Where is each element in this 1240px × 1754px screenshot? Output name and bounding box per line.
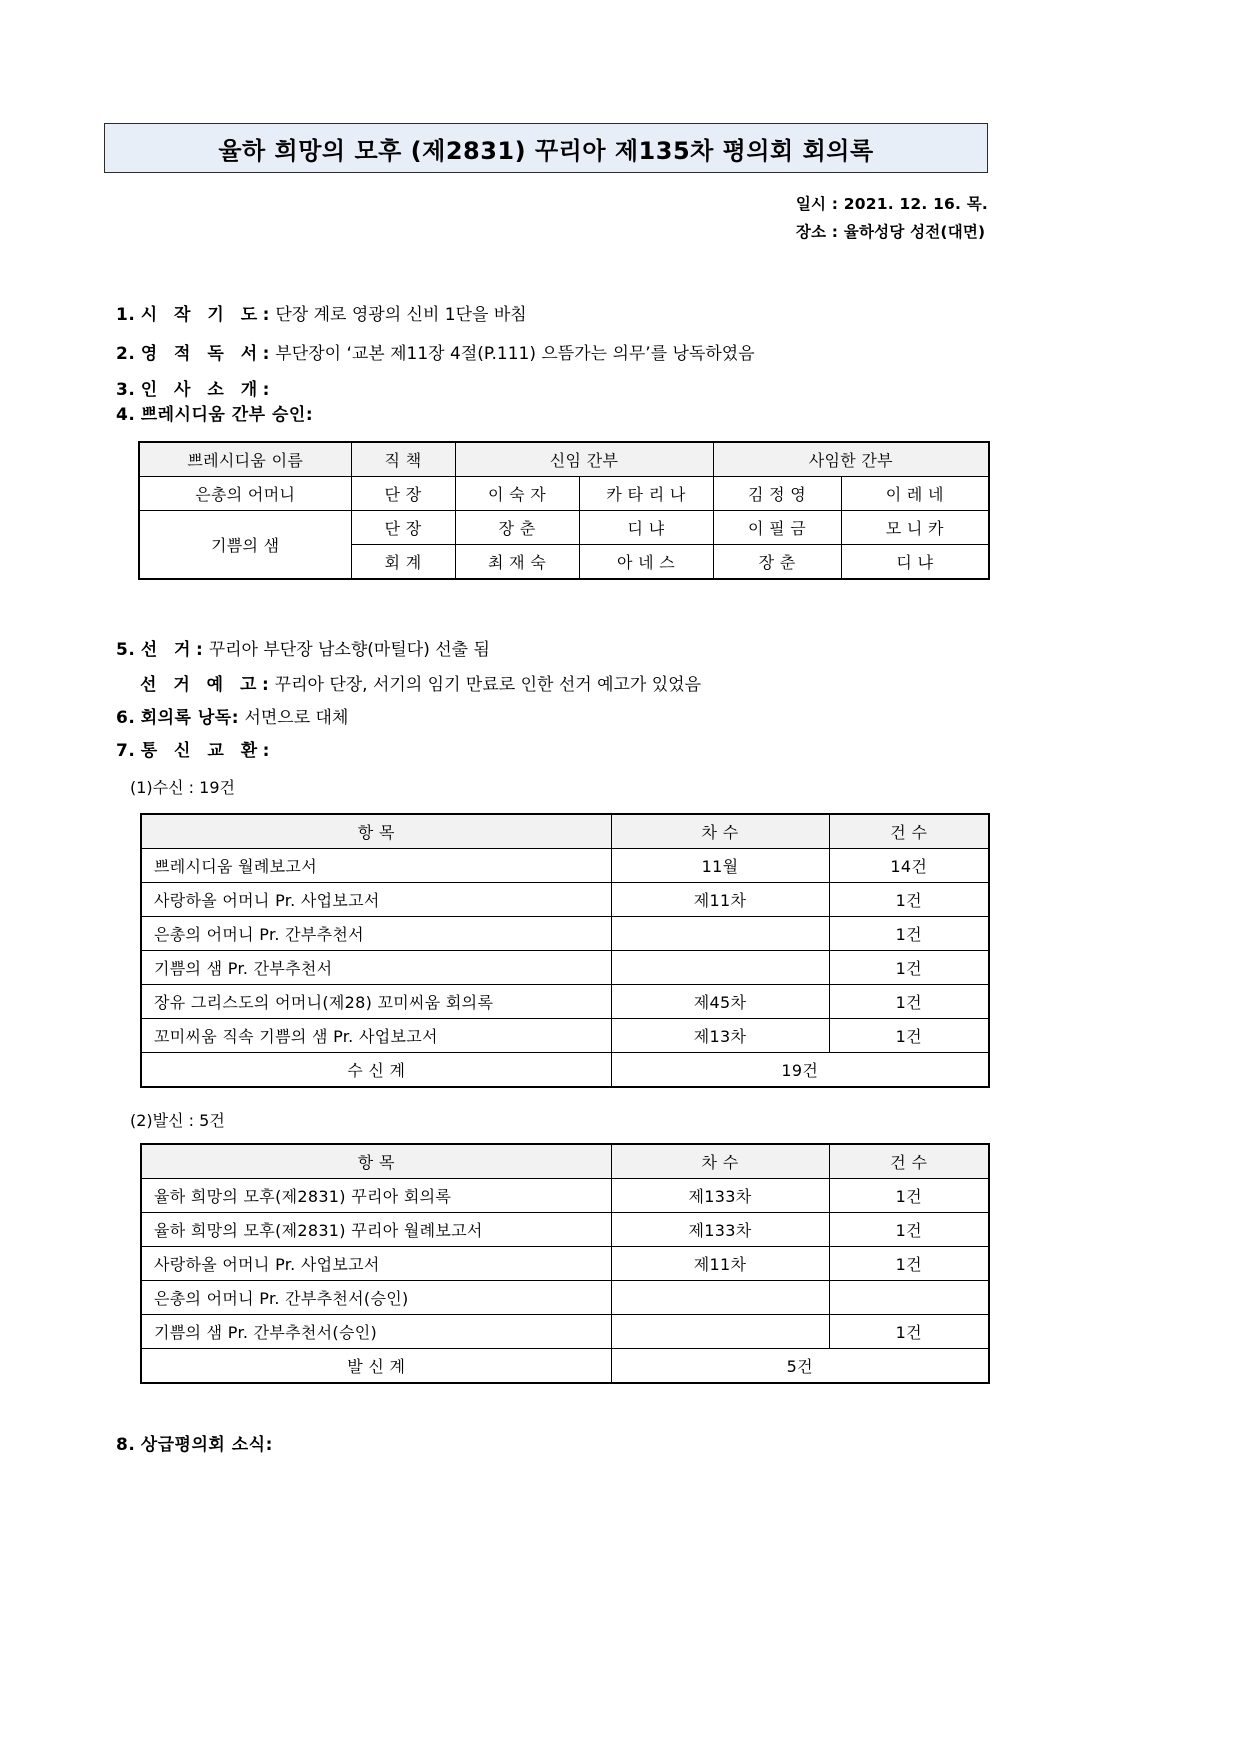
section-8-sep: :	[265, 1435, 273, 1455]
officers-table-header-row	[139, 442, 989, 477]
section-4-label: 쁘레시디움 간부 승인	[140, 405, 306, 425]
document-title-banner	[104, 123, 988, 173]
section-6-number: 6.	[116, 708, 136, 728]
received-col-number: 차 수	[611, 814, 829, 849]
sent-item: 은총의 어머니 Pr. 간부추천서(승인)	[141, 1281, 611, 1315]
section-2-sep: :	[262, 344, 270, 364]
sent-number: 제11차	[611, 1247, 829, 1281]
section-3-introductions	[116, 375, 270, 400]
sent-correspondence-table	[140, 1143, 990, 1384]
table-row	[141, 985, 989, 1019]
sent-count	[829, 1281, 989, 1315]
sent-correspondence-label: (2)발신 : 5건	[130, 1111, 225, 1130]
section-2-spiritual-reading	[116, 339, 755, 364]
officer-new-baptismal: 아 네 스	[579, 545, 713, 580]
section-7-number: 7.	[116, 741, 136, 761]
officers-col-resigned-officer: 사임한 간부	[713, 442, 989, 477]
received-number: 제11차	[611, 883, 829, 917]
sent-col-count: 건 수	[829, 1144, 989, 1179]
received-col-item: 항 목	[141, 814, 611, 849]
document-meta	[796, 190, 988, 246]
section-8-higher-council-news	[116, 1430, 273, 1455]
sent-count: 1건	[829, 1247, 989, 1281]
sent-number: 제133차	[611, 1213, 829, 1247]
table-row	[141, 951, 989, 985]
section-7-sep: :	[262, 741, 270, 761]
received-number	[611, 917, 829, 951]
section-4-number: 4.	[116, 405, 136, 425]
table-row	[141, 1213, 989, 1247]
officer-resign-name: 장 춘	[713, 545, 841, 580]
section-1-number: 1.	[116, 305, 136, 325]
page-title: 율하 희망의 모후 (제2831) 꾸리아 제135차 평의회 회의록	[218, 136, 874, 165]
received-item: 사랑하올 어머니 Pr. 사업보고서	[141, 883, 611, 917]
sent-number	[611, 1315, 829, 1349]
table-row	[141, 917, 989, 951]
received-number: 제45차	[611, 985, 829, 1019]
section-3-label: 인 사 소 개	[140, 380, 263, 400]
section-5-election	[116, 635, 490, 660]
meeting-place: 장소 : 율하성당 성전(대면)	[795, 223, 986, 241]
sent-count: 1건	[829, 1213, 989, 1247]
received-count: 1건	[829, 1019, 989, 1053]
section-2-value: 부단장이 ‘교본 제11장 4절(P.111) 으뜸가는 의무’를 낭독하였음	[275, 344, 755, 364]
officers-table	[138, 441, 990, 580]
table-row	[139, 477, 989, 511]
received-item: 기쁨의 샘 Pr. 간부추천서	[141, 951, 611, 985]
officers-col-new-officer: 신임 간부	[455, 442, 713, 477]
section-8-number: 8.	[116, 1435, 136, 1455]
officer-resign-name: 김 정 영	[713, 477, 841, 511]
sent-item: 율하 희망의 모후(제2831) 꾸리아 회의록	[141, 1179, 611, 1213]
sent-total-value: 5건	[611, 1349, 989, 1384]
table-row	[139, 511, 989, 545]
received-total-row	[141, 1053, 989, 1088]
section-6-value: 서면으로 대체	[244, 708, 349, 728]
section-5-label: 선 거	[140, 640, 196, 660]
received-count: 1건	[829, 917, 989, 951]
table-row	[141, 883, 989, 917]
received-total-value: 19건	[611, 1053, 989, 1088]
table-row	[141, 1315, 989, 1349]
section-6-sep: :	[231, 708, 240, 728]
received-number: 제13차	[611, 1019, 829, 1053]
received-count: 1건	[829, 985, 989, 1019]
officer-presidium: 은총의 어머니	[139, 477, 351, 511]
received-count: 14건	[829, 849, 989, 883]
section-2-number: 2.	[116, 344, 136, 364]
section-3-sep: :	[262, 380, 270, 400]
received-item: 은총의 어머니 Pr. 간부추천서	[141, 917, 611, 951]
sent-item: 사랑하올 어머니 Pr. 사업보고서	[141, 1247, 611, 1281]
sent-number	[611, 1281, 829, 1315]
received-number: 11월	[611, 849, 829, 883]
section-1-sep: :	[262, 305, 270, 325]
section-1-label: 시 작 기 도	[140, 305, 263, 325]
sent-number: 제133차	[611, 1179, 829, 1213]
section-5b-sep: :	[261, 675, 270, 695]
received-total-label: 수 신 계	[141, 1053, 611, 1088]
received-number	[611, 951, 829, 985]
section-5-election-notice	[140, 670, 701, 695]
section-1-opening-prayer	[116, 300, 527, 325]
officer-resign-baptismal: 디 냐	[841, 545, 989, 580]
section-3-number: 3.	[116, 380, 136, 400]
table-row	[141, 1247, 989, 1281]
sent-count: 1건	[829, 1179, 989, 1213]
sent-col-number: 차 수	[611, 1144, 829, 1179]
sent-item: 기쁨의 샘 Pr. 간부추천서(승인)	[141, 1315, 611, 1349]
section-5b-value: 꾸리아 단장, 서기의 임기 만료로 인한 선거 예고가 있었음	[274, 675, 702, 695]
officer-new-name: 최 재 숙	[455, 545, 579, 580]
officer-resign-baptismal: 모 니 카	[841, 511, 989, 545]
section-6-minutes-reading	[116, 703, 348, 728]
officers-col-presidium: 쁘레시디움 이름	[139, 442, 351, 477]
section-8-label: 상급평의회 소식	[140, 1435, 266, 1455]
received-count: 1건	[829, 951, 989, 985]
officer-new-name: 장 춘	[455, 511, 579, 545]
section-6-label: 회의록 낭독	[140, 708, 232, 728]
section-7-label: 통 신 교 환	[140, 741, 263, 761]
table-row	[141, 1179, 989, 1213]
section-1-value: 단장 계로 영광의 신비 1단을 바침	[275, 305, 527, 325]
section-7-correspondence	[116, 736, 270, 761]
officer-new-name: 이 숙 자	[455, 477, 579, 511]
received-item: 장유 그리스도의 어머니(제28) 꼬미씨움 회의록	[141, 985, 611, 1019]
sent-col-item: 항 목	[141, 1144, 611, 1179]
received-correspondence-table	[140, 813, 990, 1088]
received-col-count: 건 수	[829, 814, 989, 849]
officer-role: 회 계	[351, 545, 455, 580]
officer-new-baptismal: 디 냐	[579, 511, 713, 545]
section-5-value: 꾸리아 부단장 남소향(마틸다) 선출 됨	[208, 640, 490, 660]
received-correspondence-label: (1)수신 : 19건	[130, 778, 235, 797]
section-5b-label: 선 거 예 고	[140, 675, 262, 695]
table-row	[141, 1281, 989, 1315]
officer-role: 단 장	[351, 477, 455, 511]
officer-role: 단 장	[351, 511, 455, 545]
sent-count: 1건	[829, 1315, 989, 1349]
received-item: 꼬미씨움 직속 기쁨의 샘 Pr. 사업보고서	[141, 1019, 611, 1053]
section-4-presidium-officer-approval	[116, 400, 313, 425]
officer-new-baptismal: 카 타 리 나	[579, 477, 713, 511]
table-row	[141, 1019, 989, 1053]
table-row	[141, 849, 989, 883]
officer-resign-baptismal: 이 레 네	[841, 477, 989, 511]
received-count: 1건	[829, 883, 989, 917]
officers-col-role: 직 책	[351, 442, 455, 477]
section-4-sep: :	[305, 405, 314, 425]
section-2-label: 영 적 독 서	[140, 344, 263, 364]
received-item: 쁘레시디움 월례보고서	[141, 849, 611, 883]
sent-table-header-row	[141, 1144, 989, 1179]
sent-item: 율하 희망의 모후(제2831) 꾸리아 월례보고서	[141, 1213, 611, 1247]
section-5-sep: :	[195, 640, 204, 660]
section-5-number: 5.	[116, 640, 136, 660]
officer-presidium: 기쁨의 샘	[139, 511, 351, 580]
received-table-header-row	[141, 814, 989, 849]
officer-resign-name: 이 필 금	[713, 511, 841, 545]
sent-total-row	[141, 1349, 989, 1384]
sent-total-label: 발 신 계	[141, 1349, 611, 1384]
meeting-date: 일시 : 2021. 12. 16. 목.	[795, 195, 988, 213]
